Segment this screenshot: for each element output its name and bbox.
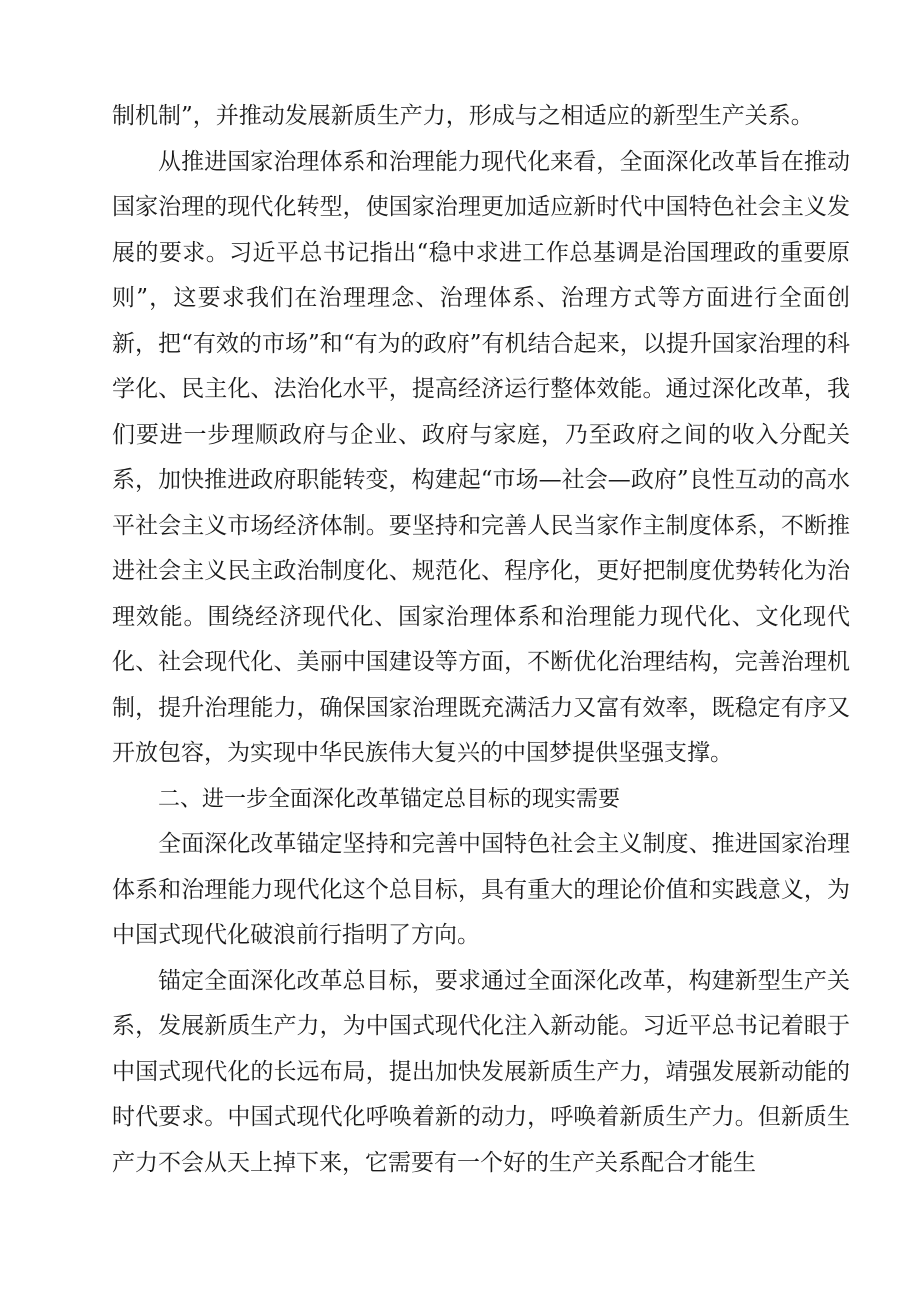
paragraph-new-productive-forces: 锚定全面深化改革总目标，要求通过全面深化改革，构建新型生产关系，发展新质生产力，为中国式现代化注入新动能。习近平总书记着眼于中国式现代化的长远布局，提出加快发展新质生产力，靖强发展新动能的时代要求。中国式现代化呼唤着新的动力，呼唤着新质生产力。但新质生产力不会从天上掉下来，它需要有一个好的生产关系配合才能生	[112, 967, 850, 1176]
paragraph-governance-modernization: 从推进国家治理体系和治理能力现代化来看，全面深化改革旨在推动国家治理的现代化转型，使国家治理更加适应新时代中国特色社会主义发展的要求。习近平总书记指出“稳中求进工作总基调是治国理政的重要原则”，这要求我们在治理理念、治理体系、治理方式等方面进行全面创新，把“有效的市场”和“有为的政府”有机结合起来，以提升国家治理的科学化、民主化、法治化水平，提高经济运行整体效能。通过深化改革，我们要进一步理顺政府与企业、政府与家庭，乃至政府之间的收入分配关系，加快推进政府职能转变，构建起“市场—社会—政府”良性互动的高水平社会主义市场经济体制。要坚持和完善人民当家作主制度体系，不断推进社会主义民主政治制度化、规范化、程序化，更好把制度优势转化为治理效能。围绕经济现代化、国家治理体系和治理能力现代化、文化现代化、社会现代化、美丽中国建设等方面，不断优化治理结构，完善治理机制，提升治理能力，确保国家治理既充满活力又富有效率，既稳定有序又开放包容，为实现中华民族伟大复兴的中国梦提供坚强支撑。	[112, 148, 850, 766]
paragraph-overall-goal: 全面深化改革锚定坚持和完善中国特色社会主义制度、推进国家治理体系和治理能力现代化这个总目标，具有重大的理论价值和实践意义，为中国式现代化破浪前行指明了方向。	[112, 831, 850, 948]
section-heading: 二、进一步全面深化改革锚定总目标的现实需要	[158, 786, 621, 812]
paragraph-continuation: 制机制”，并推动发展新质生产力，形成与之相适应的新型生产关系。	[112, 103, 814, 129]
